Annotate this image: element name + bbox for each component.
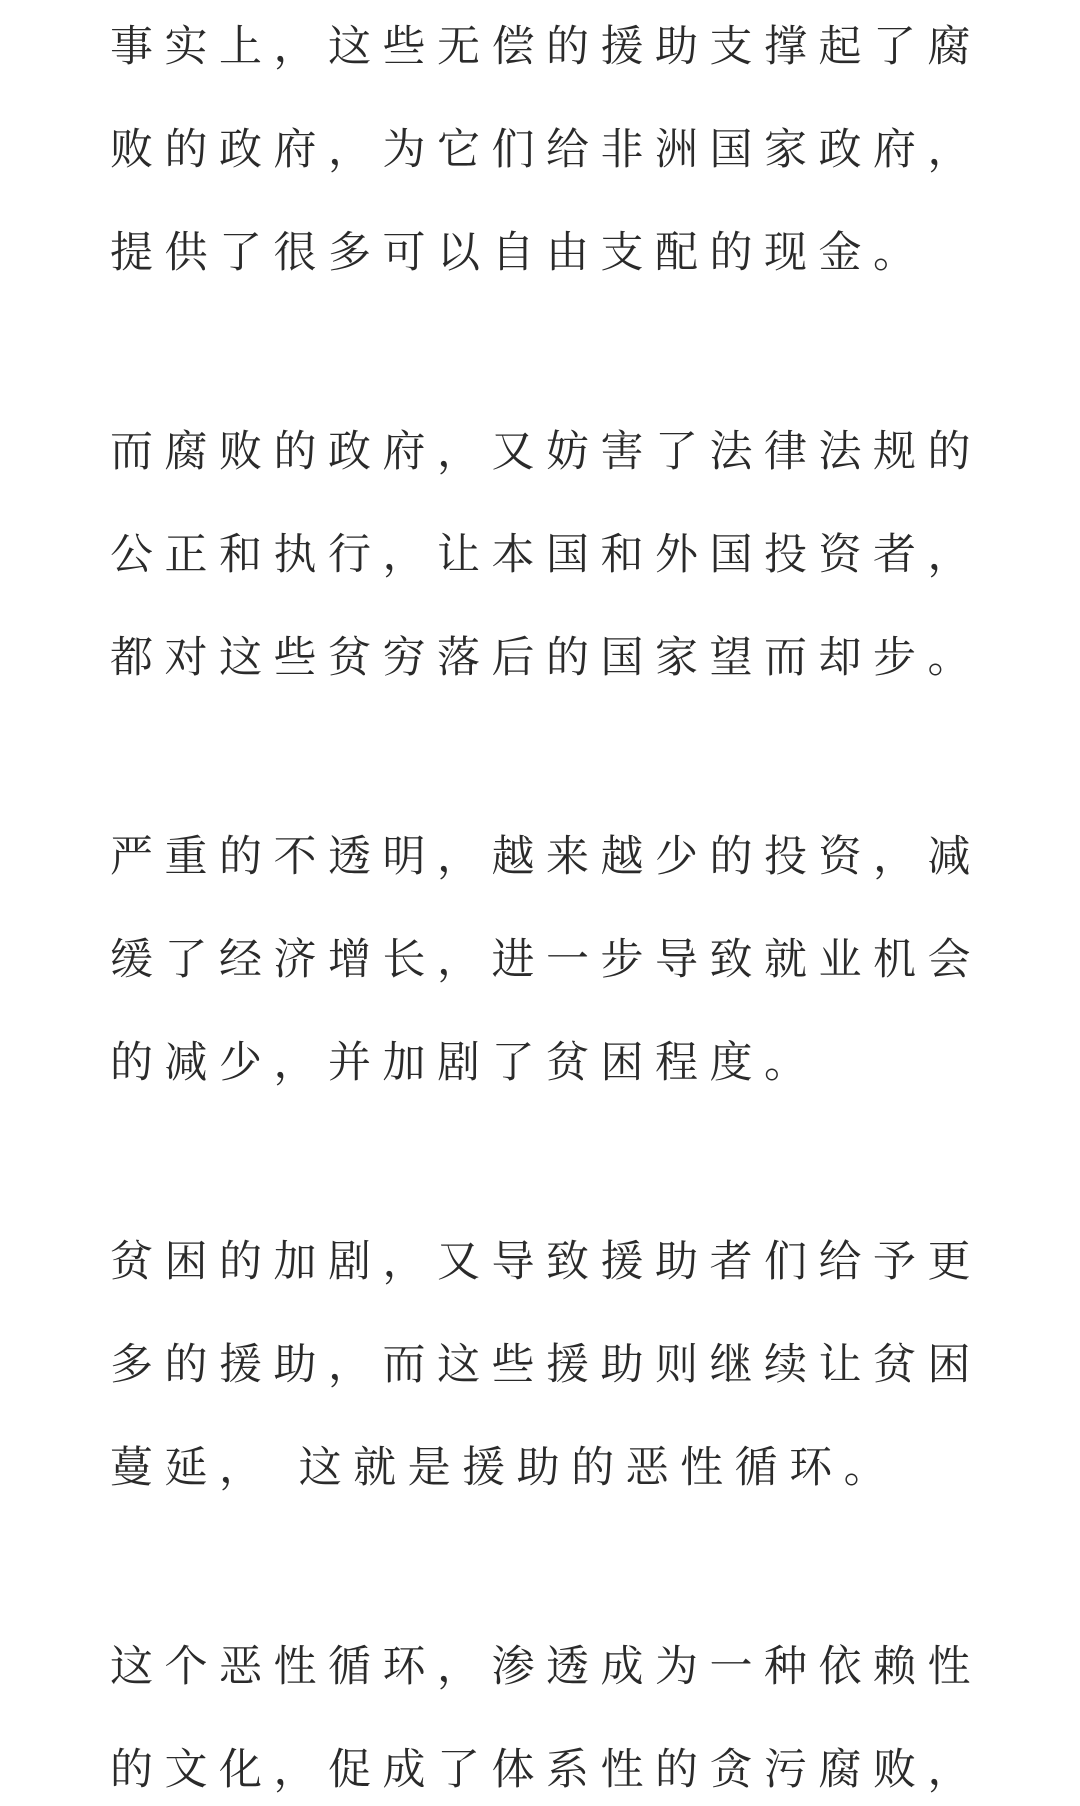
text-line: 这个恶性循环，渗透成为一种依赖性 — [110, 1642, 982, 1692]
text-line: 提供了很多可以自由支配的现金。 — [110, 228, 928, 278]
paragraph-aid-supports-corruption — [110, 0, 982, 305]
paragraph-opacity-slows-growth — [110, 806, 982, 1115]
text-line: 多的援助，而这些援助则继续让贫困 — [110, 1340, 982, 1390]
text-line: 贫困的加剧，又导致援助者们给予更 — [110, 1237, 982, 1287]
text-line: 蔓延， 这就是援助的恶性循环。 — [110, 1443, 899, 1493]
text-line: 都对这些贫穷落后的国家望而却步。 — [110, 633, 982, 683]
text-line: 公正和执行，让本国和外国投资者， — [110, 530, 982, 580]
text-line: 的文化，促成了体系性的贪污腐败， — [110, 1745, 982, 1795]
paragraph-vicious-cycle — [110, 1211, 982, 1520]
text-line: 败的政府，为它们给非洲国家政府， — [110, 125, 982, 175]
text-line: 而腐败的政府，又妨害了法律法规的 — [110, 427, 982, 477]
paragraph-corruption-deters-investment — [110, 401, 982, 710]
text-line: 的减少，并加剧了贫困程度。 — [110, 1038, 819, 1088]
text-line: 缓了经济增长，进一步导致就业机会 — [110, 935, 982, 985]
paragraph-dependency-culture — [110, 1616, 982, 1806]
text-line: 事实上，这些无偿的援助支撑起了腐 — [110, 22, 982, 72]
text-line: 严重的不透明，越来越少的投资，减 — [110, 832, 982, 882]
